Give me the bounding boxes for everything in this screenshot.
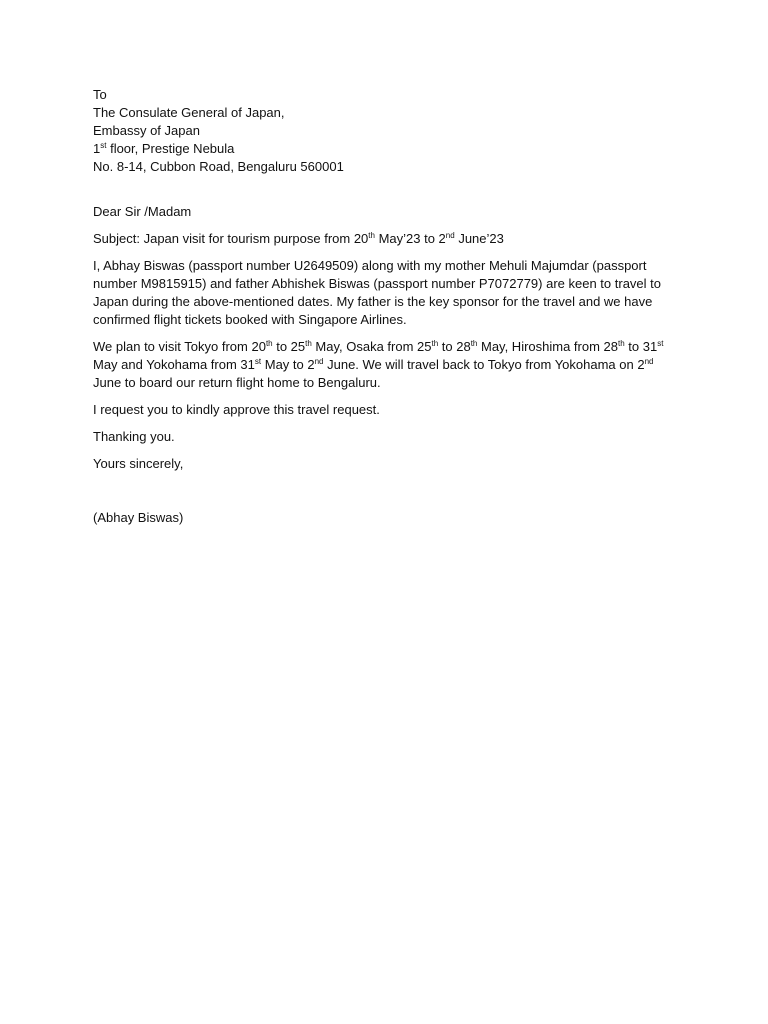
text-run: to 31 xyxy=(624,339,658,354)
letter-body xyxy=(93,86,673,536)
subject-text-b: May’23 to 2 xyxy=(374,231,446,246)
paragraph-line: Japan during the above-mentioned dates. My father is the key sponsor for the travel and we have xyxy=(93,294,653,309)
text-run: June. We will travel back to Tokyo from Yokohama on 2 xyxy=(323,357,645,372)
address-line-consulate: The Consulate General of Japan, xyxy=(93,105,285,120)
address-line-embassy: Embassy of Japan xyxy=(93,123,200,138)
text-run: to 25 xyxy=(272,339,306,354)
spacer xyxy=(93,482,673,509)
spacer xyxy=(93,176,673,203)
ordinal-sup: nd xyxy=(314,357,324,366)
floor-text: floor, Prestige Nebula xyxy=(106,141,235,156)
subject-sup-1: th xyxy=(368,231,375,240)
paragraph-itinerary xyxy=(93,338,673,392)
text-run: May, Osaka from 25 xyxy=(311,339,432,354)
itinerary-line-1 xyxy=(93,338,673,356)
closing-line: Yours sincerely, xyxy=(93,456,184,471)
salutation: Dear Sir /Madam xyxy=(93,204,192,219)
paragraph-line: number M9815915) and father Abhishek Biswas (passport number P7072779) are keen to travel to xyxy=(93,276,662,291)
text-run: May to 2 xyxy=(261,357,315,372)
ordinal-sup: th xyxy=(618,339,625,348)
itinerary-line-2 xyxy=(93,356,673,374)
itinerary-line-3: June to board our return flight home to Bengaluru. xyxy=(93,375,381,390)
floor-number: 1 xyxy=(93,141,101,156)
ordinal-sup: st xyxy=(254,357,262,366)
paragraph-line: I, Abhay Biswas (passport number U2649509) along with my mother Mehuli Majumdar (passport xyxy=(93,258,647,273)
ordinal-sup: st xyxy=(657,339,664,348)
subject-line xyxy=(93,230,673,248)
ordinal-sup: th xyxy=(265,339,273,348)
address-to: To xyxy=(93,87,107,102)
text-run: We plan to visit Tokyo from 20 xyxy=(93,339,266,354)
thanks-line: Thanking you. xyxy=(93,429,175,444)
recipient-address xyxy=(93,86,673,176)
subject-text-a: Subject: Japan visit for tourism purpose from 20 xyxy=(93,231,369,246)
text-run: May and Yokohama from 31 xyxy=(93,357,255,372)
address-line-street: No. 8-14, Cubbon Road, Bengaluru 560001 xyxy=(93,159,344,174)
paragraph-line: confirmed flight tickets booked with Singapore Airlines. xyxy=(93,312,407,327)
request-line: I request you to kindly approve this travel request. xyxy=(93,402,380,417)
address-line-floor xyxy=(93,140,673,158)
ordinal-sup: nd xyxy=(644,357,654,366)
subject-text-c: June’23 xyxy=(454,231,504,246)
floor-ordinal: st xyxy=(100,141,107,150)
signature-name: (Abhay Biswas) xyxy=(93,510,184,525)
ordinal-sup: th xyxy=(470,339,478,348)
text-run: May, Hiroshima from 28 xyxy=(477,339,619,354)
text-run: to 28 xyxy=(438,339,471,354)
subject-sup-2: nd xyxy=(445,231,455,240)
ordinal-sup: th xyxy=(431,339,439,348)
paragraph-travellers xyxy=(93,257,673,329)
ordinal-sup: th xyxy=(305,339,312,348)
